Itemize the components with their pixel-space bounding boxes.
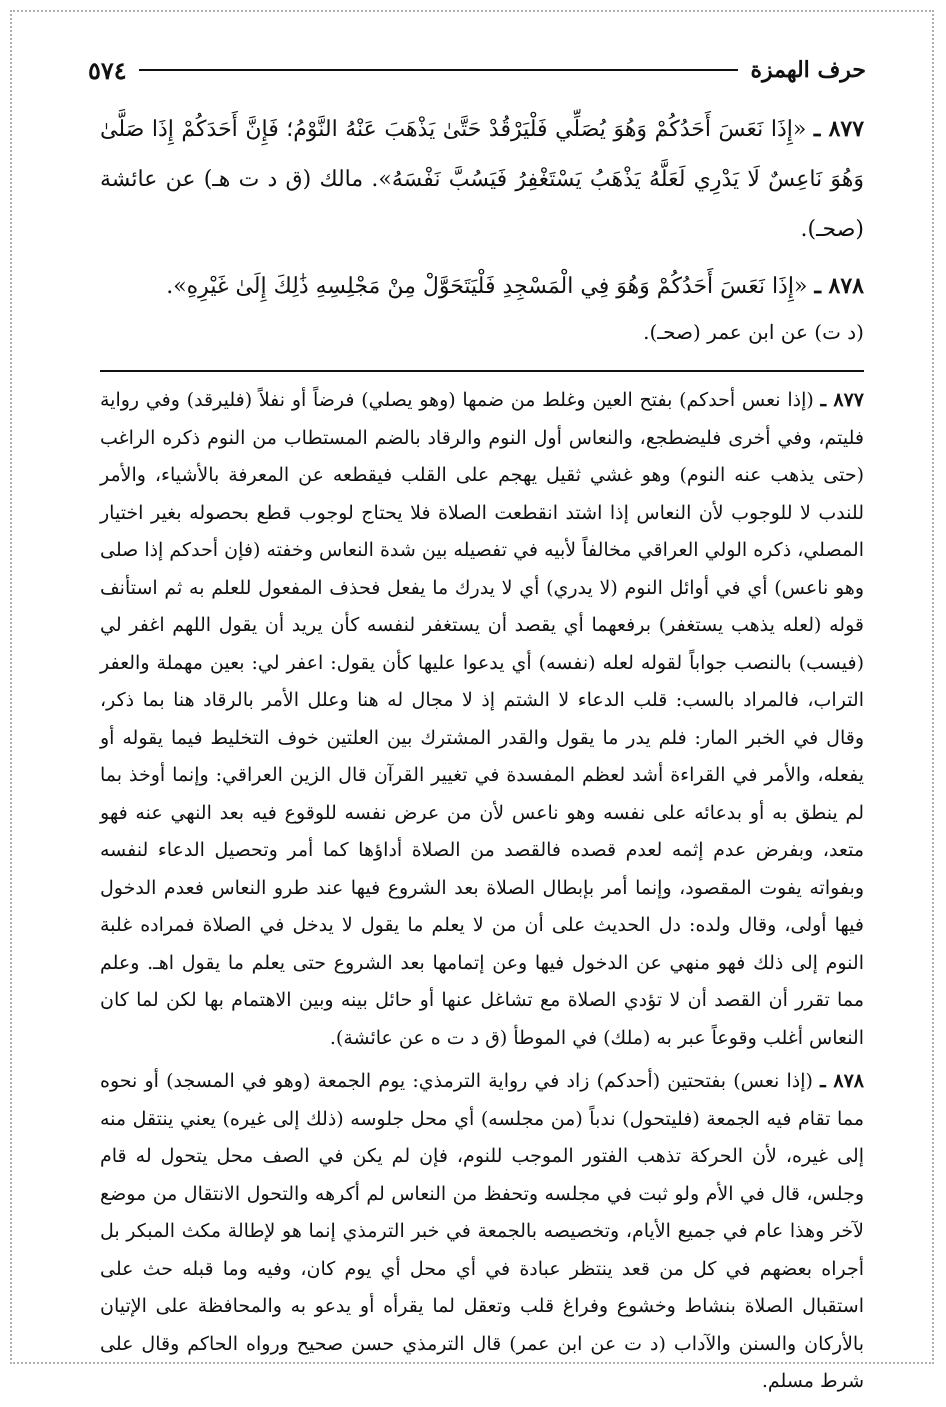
- commentary-text: (إذا نعس) بفتحتين (أحدكم) زاد في رواية الترمذي: يوم الجمعة (وهو في المسجد) أو نحوه مما تقام فيه الجمعة (فليتحول) ندباً (من مجلسه) أي محل جلوسه (ذلك إلى غيره) يعني ينتقل منه إلى غيره، لأن الحركة تذهب الفتور الموجب للنوم، فإن لم يكن في الصف محل يتحول له قام وجلس، قال في الأم ولو ثبت في مجلسه وتحفظ من النعاس لم أكرهه والتحول الانتقال من موضع لآخر وهذا عام في جميع الأيام، وتخصيصه بالجمعة في خبر الترمذي إنما هو لإطالة مكث المبكر بل أجراه بعضهم في كل من قعد ينتظر عبادة في أي محل أي يوم كان، وفيه وما قبله حث على استقبال الصلاة بنشاط وخشوع وفراغ قلب وتعقل لما يقرأه أو يدعو به والمحافظة على الإتيان بالأركان والسنن والآداب (د ت عن ابن عمر) قال الترمذي حسن صحيح ورواه الحاكم وقال على شرط مسلم.: [100, 1070, 864, 1392]
- page-content: [100, 104, 864, 1407]
- hadith-source: مالك (ق د ت هـ) عن عائشة (صحـ).: [100, 167, 864, 242]
- page-number: ٥٧٤: [88, 55, 127, 85]
- hadith-text: «إِذَا نَعَسَ أَحَدُكُمْ وَهُوَ فِي الْمَسْجِدِ فَلْيَتَحَوَّلْ مِنْ مَجْلِسِهِ ذَٰلِكَ إِلَىٰ غَيْرِهِ».: [166, 274, 808, 299]
- hadith-number: ٨٧٧ ـ: [813, 116, 865, 142]
- chapter-title: حرف الهمزة: [750, 57, 866, 83]
- commentary: [100, 382, 864, 1401]
- hadith-source: (د ت) عن ابن عمر (صحـ).: [643, 320, 864, 344]
- hadith-878: [100, 261, 864, 352]
- commentary-878: [100, 1063, 864, 1401]
- hadith-text: «إِذَا نَعَسَ أَحَدُكُمْ وَهُوَ يُصَلِّي فَلْيَرْقُدْ حَتَّىٰ يَذْهَبَ عَنْهُ النَّوْمُ؛ فَإِنَّ أَحَدَكُمْ إِذَا صَلَّىٰ وَهُوَ نَاعِسٌ لَا يَدْرِي لَعَلَّهُ يَذْهَبُ يَسْتَغْفِرُ فَيَسُبَّ نَفْسَهُ».: [100, 117, 864, 192]
- commentary-text: (إذا نعس أحدكم) بفتح العين وغلط من ضمها (وهو يصلي) فرضاً أو نفلاً (فليرقد) وفي رواية فليتم، وفي أخرى فليضطجع، والنعاس أول النوم والرقاد بالضم المستطاب من النوم ذكره الراغب (حتى يذهب عنه النوم) وهو غشي ثقيل يهجم على القلب فيقطعه عن المعرفة بالأشياء، والأمر للندب لا للوجوب لأن النعاس إذا اشتد انقطعت الصلاة فلا يحتاج لوجوب قطع بحصوله بغير اختيار المصلي، ذكره الولي العراقي مخالفاً لأبيه في تفصيله بين شدة النعاس وخفته (فإن أحدكم إذا صلى وهو ناعس) أي في أوائل النوم (لا يدري) أي لا يدرك ما يفعل فحذف المفعول للعلم به ثم استأنف قوله (لعله يذهب يستغفر) برفعهما أي يقصد أن يستغفر لنفسه كأن يريد أن يقول اللهم اغفر لي (فيسب) بالنصب جواباً لقوله لعله (نفسه) أي يدعوا عليها كأن يقول: اعفر لي: بعين مهملة والعفر التراب، فالمراد بالسب: قلب الدعاء لا الشتم إذ لا مجال له هنا وعلل الأمر بالرقاد هنا بما ذكر، وقال في الخبر المار: فلم يدر ما يقول والقدر المشترك بين العلتين خوف التخليط فيما يقوله أو يفعله، والأمر في القراءة أشد لعظم المفسدة في تغيير القرآن قال الزين العراقي: وإنما أوخذ بما لم ينطق به أو بدعائه على نفسه وهو ناعس لأن من عرض نفسه للوقوع فيه بعد النهي عنه فهو متعد، وبفرض عدم إثمه لعدم قصده فالقصد من الصلاة أداؤها كما أمر وتحصيل الدعاء لنفسه وبفواته يفوت المقصود، وإنما أمر بإبطال الصلاة بعد الشروع فيها عند طرو النعاس فعدم الدخول فيها أولى، وقال ولده: دل الحديث على أن من لا يعلم ما يقول لا يدخل في الصلاة فمراده غلبة النوم إلى ذلك فهو منهي عن الدخول فيها وعن إتمامها بعد الشروع حتى يعلم ما يقول اهـ. وعلم مما تقرر أن القصد أن لا تؤدي الصلاة مع تشاغل عنها أو حائل بينه وبين الاهتمام بها لكن لما كان النعاس أغلب وقوعاً عبر به (ملك) في الموطأ (ق د ت ه عن عائشة).: [100, 389, 864, 1049]
- hadith-number: ٨٧٨ ـ: [814, 273, 864, 299]
- footnote-divider: [100, 370, 864, 372]
- hadith-877: [100, 104, 864, 255]
- commentary-877: [100, 382, 864, 1057]
- commentary-number: ٨٧٨ ـ: [820, 1070, 864, 1092]
- header-rule: [139, 69, 739, 71]
- commentary-number: ٨٧٧ ـ: [820, 389, 864, 411]
- page-header: [88, 50, 866, 90]
